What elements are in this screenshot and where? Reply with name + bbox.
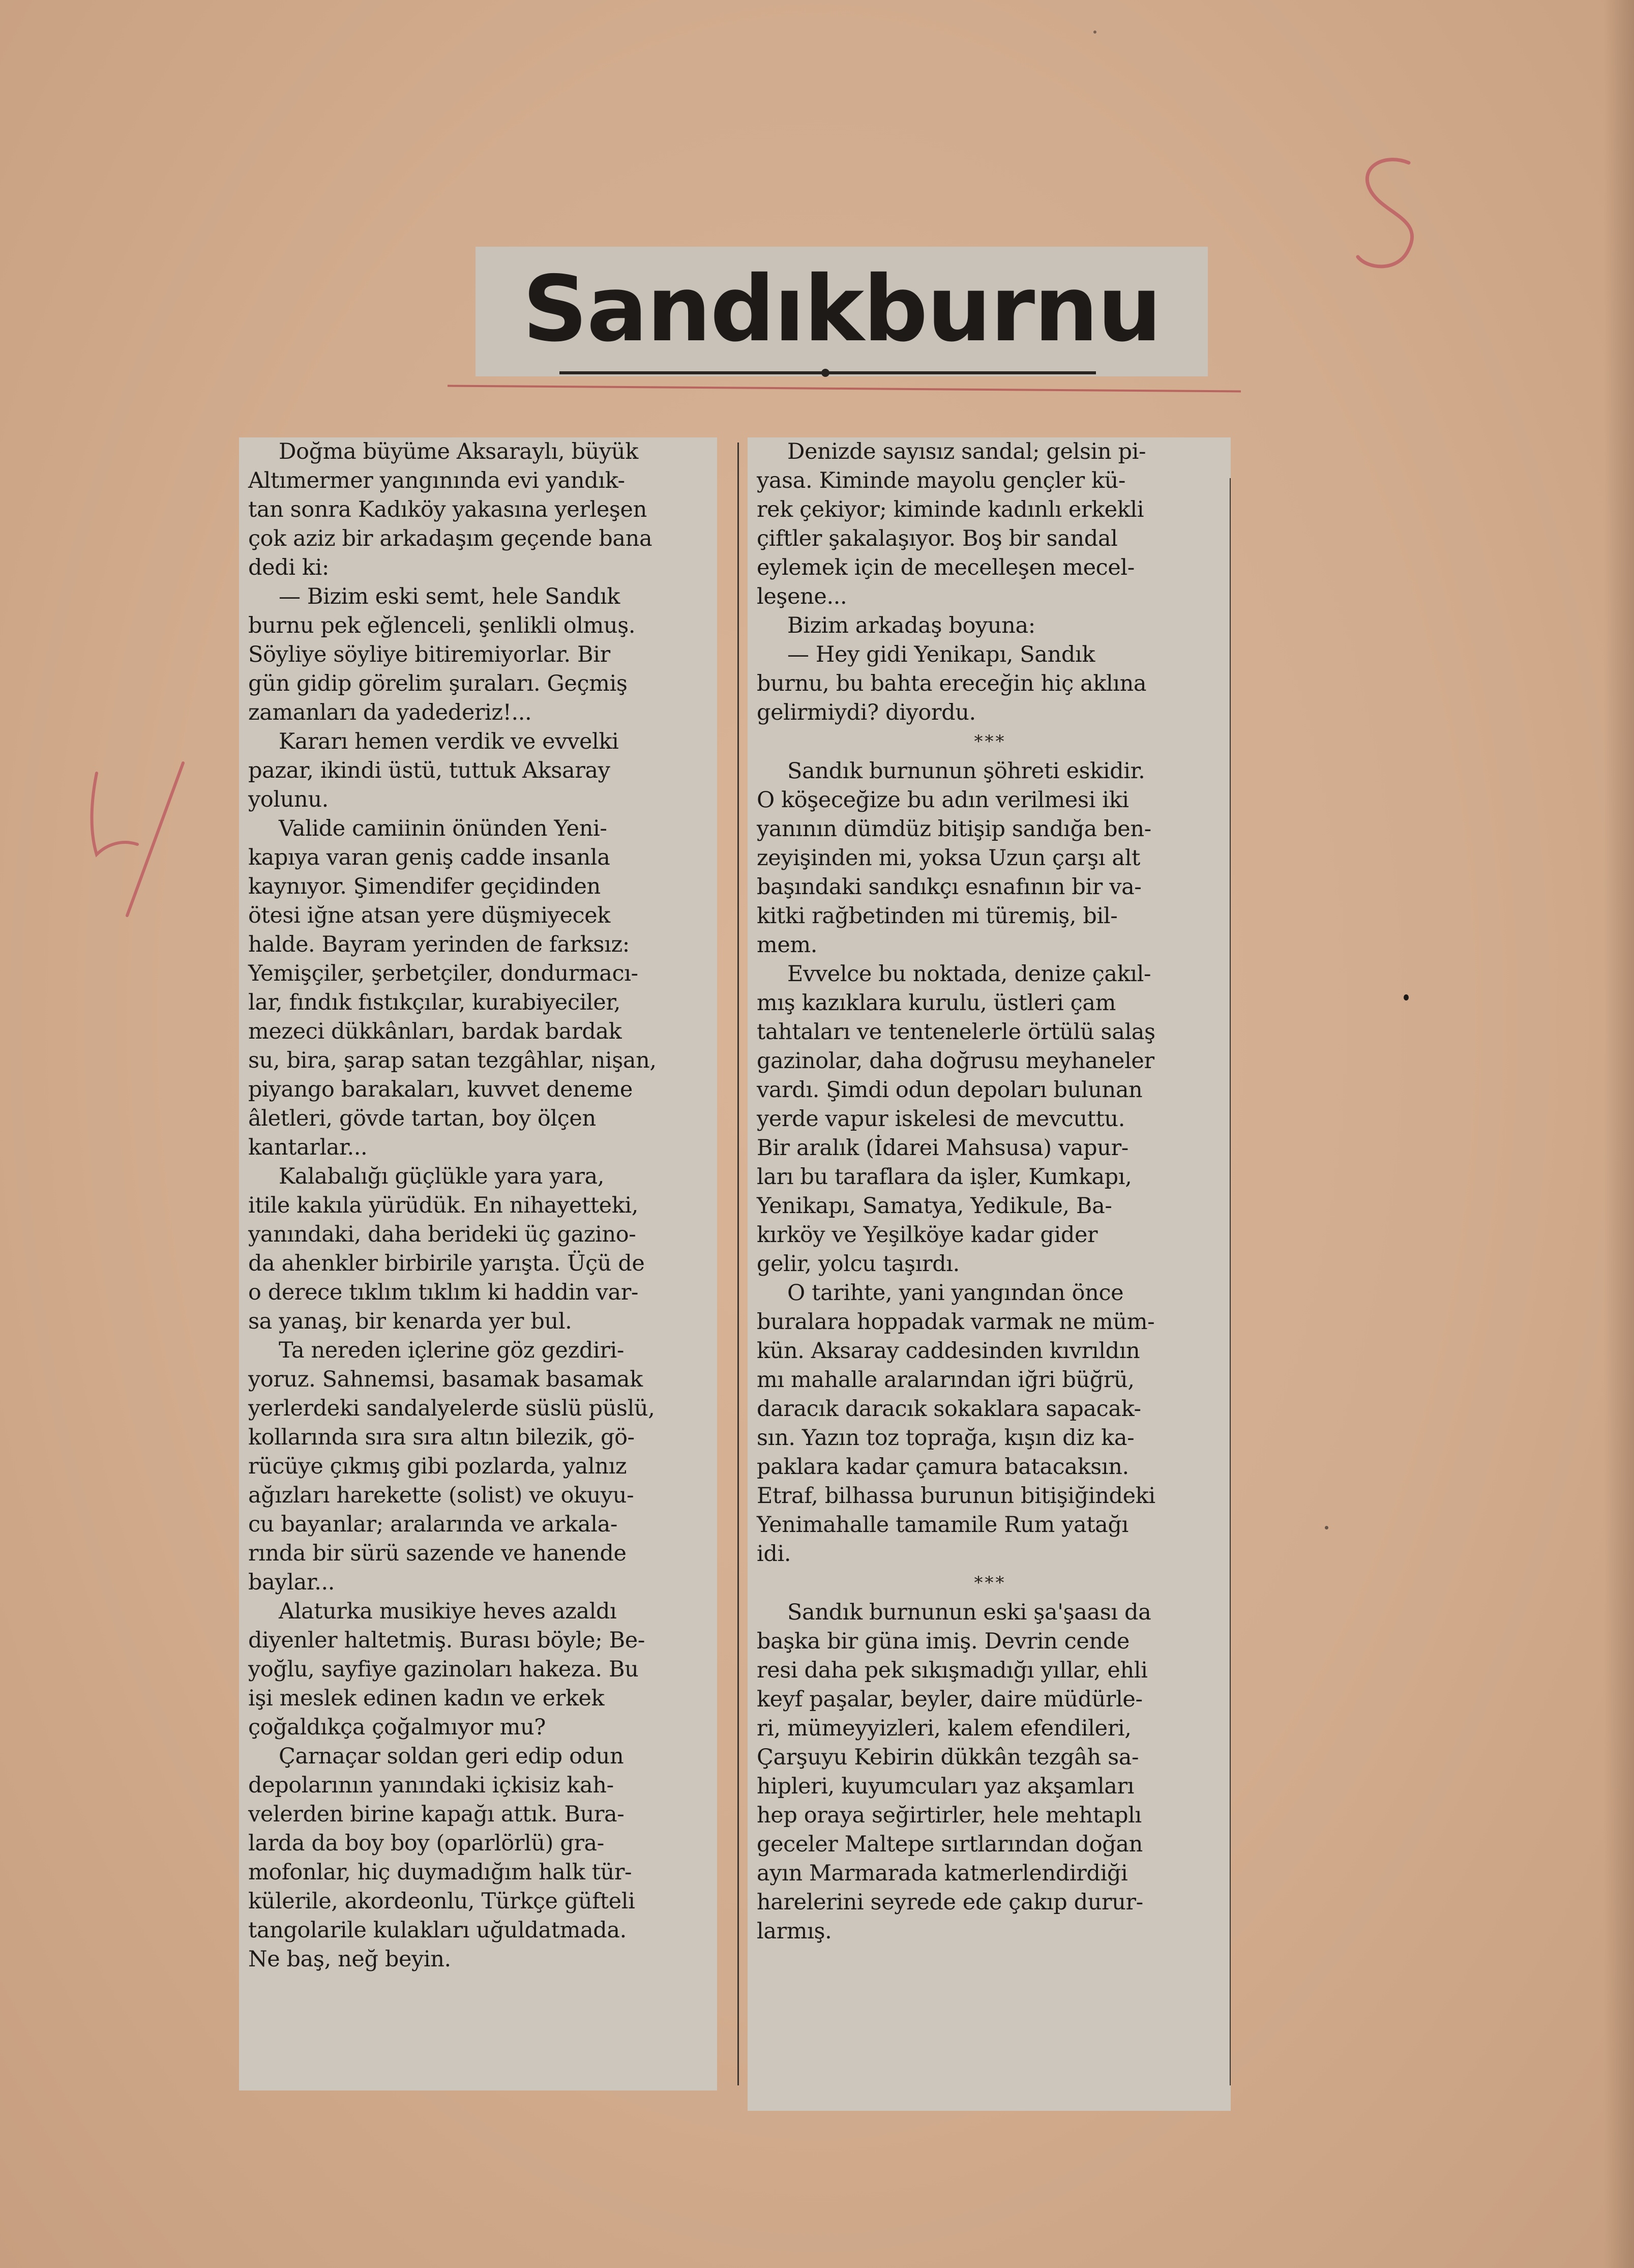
paragraph: O tarihte, yani yangından önce buralara hoppadak varmak ne müm- kün. Aksaray caddesinden kıvrıldın mı mahalle aralarından iğri büğrü, daracık daracık sokaklara sapacak- sın. Yazın toz toprağa, kışın diz ka- paklara kadar çamura batacaksın. Etraf, bilhassa burunun bitişiğindeki Yenimahalle tamamile Rum yatağı idi. bbox=[757, 1280, 1155, 1567]
red-pencil-s-mark bbox=[1322, 142, 1449, 295]
paper-speck bbox=[1325, 1526, 1328, 1529]
paragraph: Doğma büyüme Aksaraylı, büyük Altımermer yangınında evi yandık- tan sonra Kadıköy yakasına yerleşen çok aziz bir arkadaşım geçende bana dedi ki: bbox=[248, 439, 652, 580]
headline-rule-dot bbox=[821, 369, 829, 377]
paper-edge-shadow bbox=[1603, 0, 1634, 2268]
right-column bbox=[748, 437, 1231, 2111]
paragraph: Denizde sayısız sandal; gelsin pi- yasa. Kiminde mayolu gençler kü- rek çekiyor; kiminde kadınlı erkekli çiftler şakalaşıyor. Boş bir sandal eylemek için de mecelleşen mecel- leşene... bbox=[757, 439, 1146, 609]
paragraph: Valide camiinin önünden Yeni- kapıya varan geniş cadde insanla kaynıyor. Şimendifer geçidinden ötesi iğne atsan yere düşmiyecek halde. Bayram yerinden de farksız: Yemişçiler, şerbetçiler, dondurmacı- lar, fındık fıstıkçılar, kurabiyeciler, mezeci dükkânları, bardak bardak su, bira, şarap satan tezgâhlar, nişan, piyango barakaları, kuvvet deneme âletleri, gövde tartan, boy ölçen kantarlar... bbox=[248, 816, 657, 1160]
paragraph: — Bizim eski semt, hele Sandık burnu pek eğlenceli, şenlikli olmuş. Söyliye söyliye bitiremiyorlar. Bir gün gidip görelim şuraları. Geçmiş zamanları da yadederiz!... bbox=[248, 584, 636, 725]
paragraph: Çarnaçar soldan geri edip odun depolarının yanındaki içkisiz kah- velerden birine kapağı attık. Bura- larda da boy boy (oparlörlü) gra- mofonlar, hiç duymadığım halk tür- külerile, akordeonlu, Türkçe güfteli tangolarile kulakları uğuldatmada. Ne baş, neğ beyin. bbox=[248, 1744, 635, 1972]
paragraph: Alaturka musikiye heves azaldı diyenler haltetmiş. Burası böyle; Be- yoğlu, sayfiye gazinoları hakeza. Bu işi meslek edinen kadın ve erkek çoğaldıkça çoğalmıyor mu? bbox=[248, 1599, 645, 1740]
paragraph: — Hey gidi Yenikapı, Sandık burnu, bu bahta ereceğin hiç aklına gelirmiydi? diyordu. bbox=[757, 642, 1147, 725]
section-separator: *** bbox=[974, 731, 1006, 752]
left-column bbox=[239, 437, 717, 2090]
paragraph: Bizim arkadaş boyuna: bbox=[787, 613, 1035, 638]
page-title: Sandıkburnu bbox=[522, 256, 1161, 362]
paper-speck bbox=[1093, 31, 1096, 34]
section-separator: *** bbox=[974, 1573, 1006, 1593]
paragraph: Kalabalığı güçlükle yara yara, itile kakıla yürüdük. En nihayetteki, yanındaki, daha berideki üç gazino- da ahenkler birbirile yarışta. Üçü de o derece tıklım tıklım ki haddin var- sa yanaş, bir kenarda yer bul. bbox=[248, 1164, 645, 1334]
paragraph: Sandık burnunun şöhreti eskidir. O köşeceğize bu adın verilmesi iki yanının dümdüz bitişip sandığa ben- zeyişinden mi, yoksa Uzun çarşı alt başındaki sandıkçı esnafının bir va- kitki rağbetinden mi türemiş, bil- mem. bbox=[757, 758, 1151, 958]
column-divider bbox=[737, 443, 739, 2085]
paragraph: Kararı hemen verdik ve evvelki pazar, ikindi üstü, tuttuk Aksaray yolunu. bbox=[248, 729, 619, 812]
red-pencil-slash-mark bbox=[66, 753, 198, 926]
column-border-right bbox=[1230, 478, 1231, 2085]
paragraph: Evvelce bu noktada, denize çakıl- mış kazıklara kurulu, üstleri çam tahtaları ve tentenelerle örtülü salaş gazinolar, daha doğrusu meyhaneler vardı. Şimdi odun depoları bulunan yerde vapur iskelesi de mevcuttu. Bir aralık (İdarei Mahsusa) vapur- ları bu taraflara da işler, Kumkapı, Yenikapı, Samatya, Yedikule, Ba- kırköy ve Yeşilköye kadar gider gelir, yolcu taşırdı. bbox=[757, 961, 1155, 1277]
paper-speck bbox=[1404, 994, 1409, 1000]
paragraph: Sandık burnunun eski şa'şaası da başka bir güna imiş. Devrin cende resi daha pek sıkışmadığı yıllar, ehli keyf paşalar, beyler, daire müdürle- ri, mümeyyizleri, kalem efendileri, Çarşuyu Kebirin dükkân tezgâh sa- hipleri, kuyumcuları yaz akşamları hep oraya seğirtirler, hele mehtaplı geceler Maltepe sırtlarından doğan ayın Marmarada katmerlendirdiği harelerini seyrede ede çakıp durur- larmış. bbox=[757, 1600, 1151, 1944]
paragraph: Ta nereden içlerine göz gezdiri- yoruz. Sahnemsi, basamak basamak yerlerdeki sandalyelerde süslü püslü, kollarında sıra sıra altın bilezik, gö- rücüye çıkmış gibi pozlarda, yalnız ağızları harekette (solist) ve okuyu- cu bayanlar; aralarında ve arkala- rında bir sürü sazende ve hanende baylar... bbox=[248, 1338, 655, 1595]
